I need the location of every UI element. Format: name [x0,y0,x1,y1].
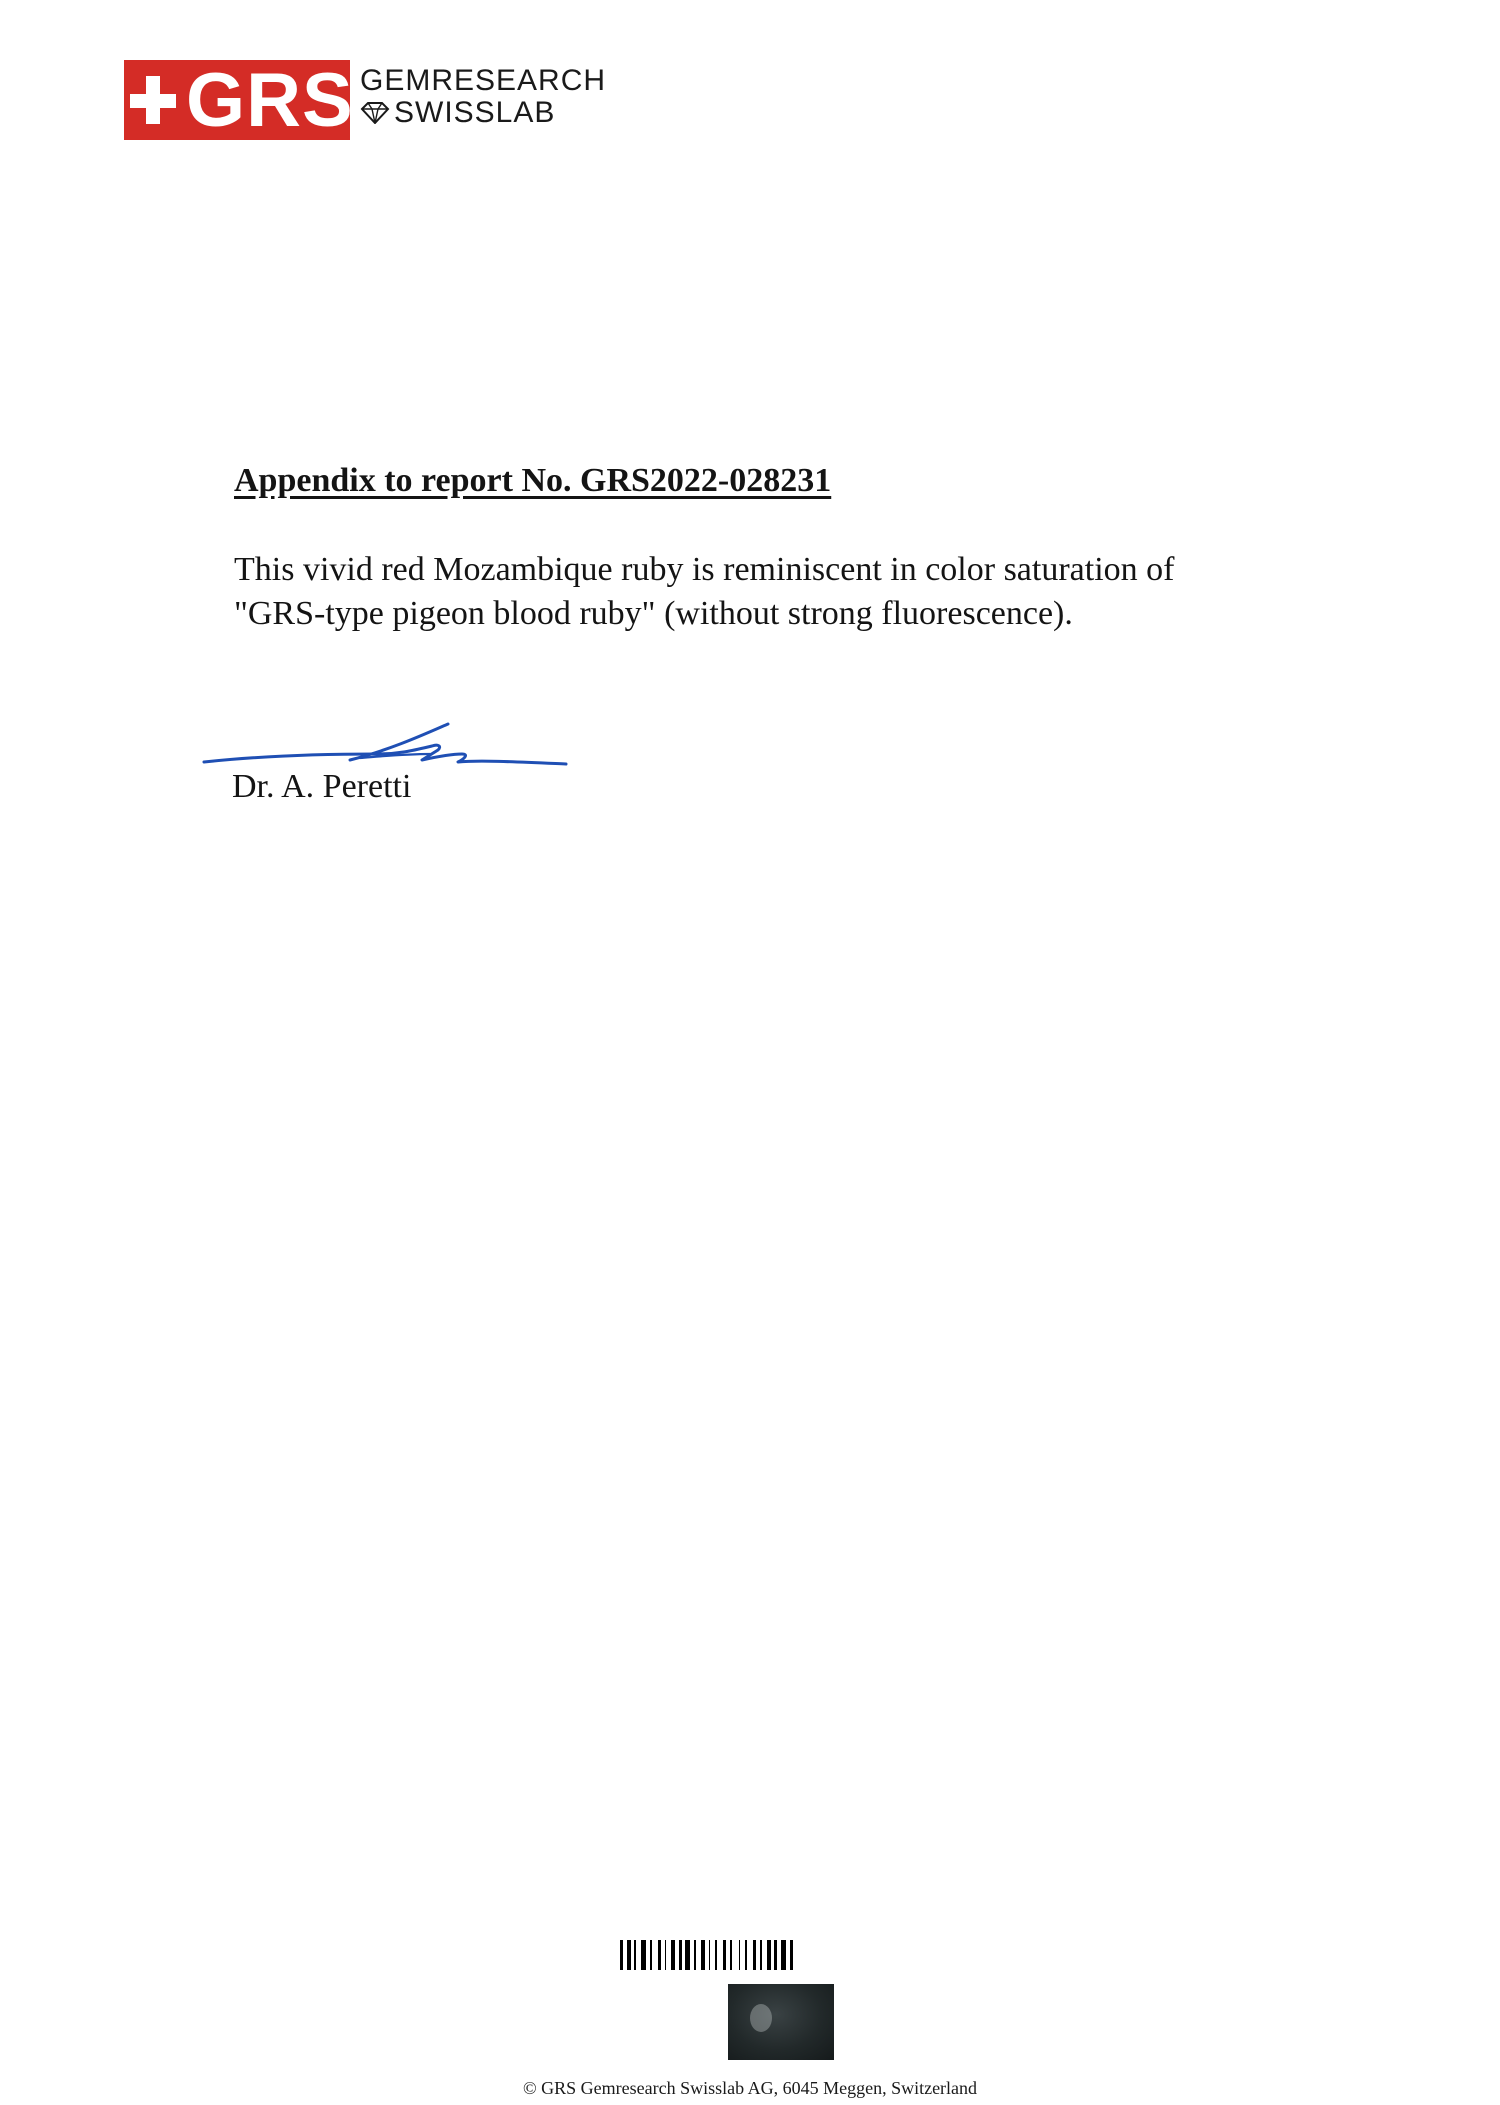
barcode-bar [650,1940,652,1970]
signer-name: Dr. A. Peretti [232,768,412,805]
barcode-bar [634,1940,636,1970]
barcode-bar [658,1940,661,1970]
logo-mark: GRS [186,58,354,143]
barcode-bar [723,1940,726,1970]
barcode-bar [641,1940,646,1970]
barcode-bar [671,1940,675,1970]
diamond-icon [360,102,390,124]
footer-copyright: © GRS Gemresearch Swisslab AG, 6045 Meggen, Switzerland [522,2078,978,2098]
paragraph-line-1: This vivid red Mozambique ruby is reminiscent in color saturation of [234,551,1175,588]
barcode-bar [665,1940,666,1970]
barcode-bar [709,1940,710,1970]
barcode-bar [701,1940,705,1970]
barcode-bar [781,1940,786,1970]
appendix-paragraph [234,548,1394,636]
logo-red-box [124,58,354,143]
logo-line2: SWISSLAB [394,96,556,129]
logo-line1: GEMRESEARCH [360,64,607,97]
barcode-bar [753,1940,756,1970]
paragraph-line-2: "GRS-type pigeon blood ruby" (without strong fluorescence). [234,595,1073,632]
barcode-bar [767,1940,771,1970]
logo-wordmark [360,66,606,128]
barcode-bar [715,1940,717,1970]
barcode-bar [620,1940,623,1970]
barcode [620,1940,940,1970]
barcode-bar [730,1940,732,1970]
barcode-bar [790,1940,793,1970]
barcode-bar [745,1940,747,1970]
barcode-bar [739,1940,740,1970]
swiss-cross-icon [130,76,176,124]
barcode-bar [627,1940,631,1970]
barcode-bar [694,1940,696,1970]
stone-thumbnail-image [728,1984,834,2060]
barcode-bar [685,1940,690,1970]
barcode-bar [774,1940,777,1970]
barcode-bar [760,1940,762,1970]
appendix-title: Appendix to report No. GRS2022-028231 [234,462,832,499]
barcode-bar [679,1940,682,1970]
